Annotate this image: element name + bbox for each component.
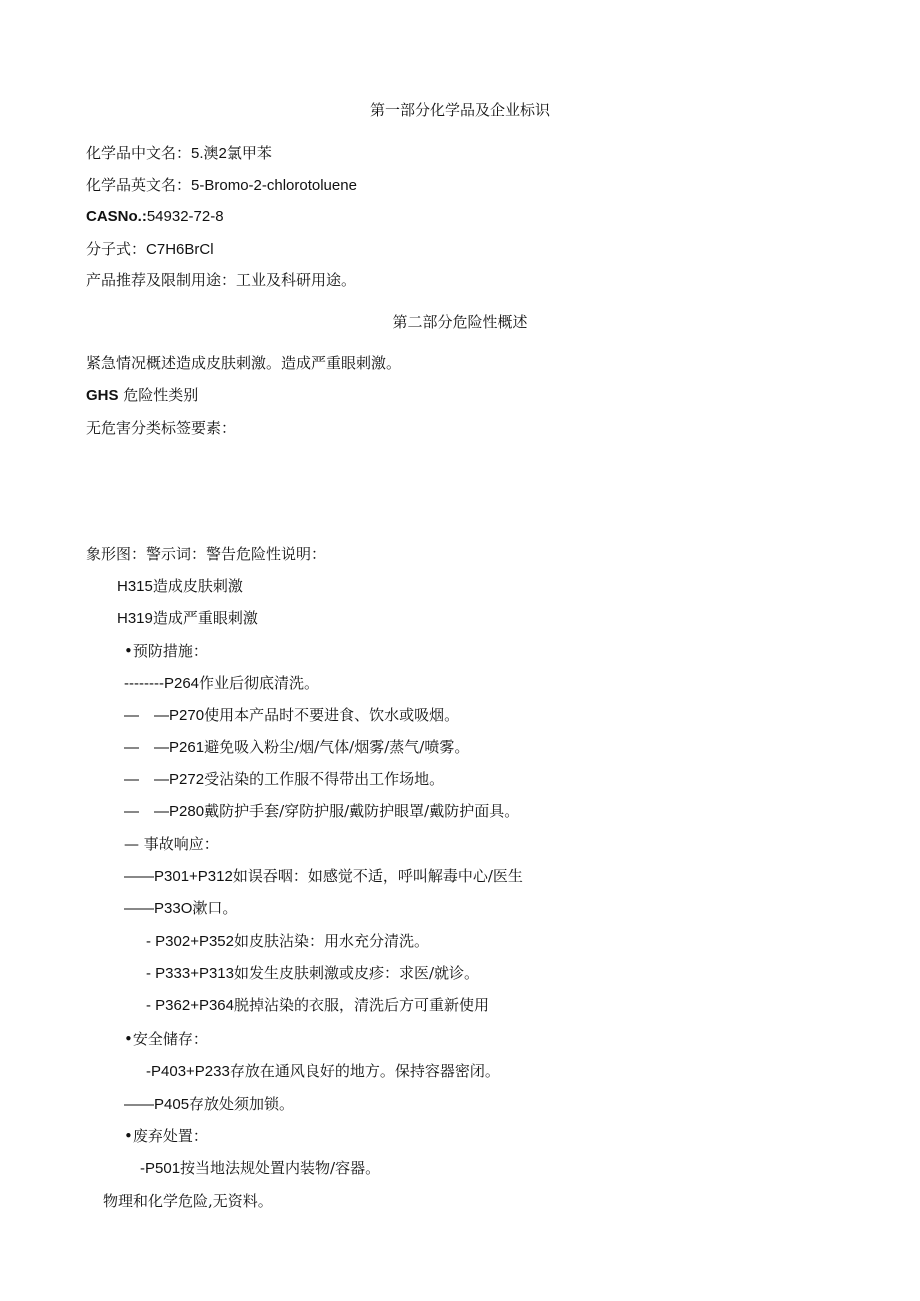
statement-text: 存放处须加锁。 xyxy=(189,1095,295,1113)
statement-prefix: —— xyxy=(124,900,154,917)
statement-prefix: — — xyxy=(124,739,170,756)
hazard-statement xyxy=(117,576,243,596)
hazard-text: 造成严重眼刺激 xyxy=(152,609,258,627)
response-heading: — 事故响应： xyxy=(124,835,219,853)
cn-name-value: 5.澳2氯甲苯 xyxy=(191,145,272,162)
statement-prefix: — — xyxy=(124,707,170,724)
statement-text: 漱口。 xyxy=(192,899,238,917)
statement-text: 戴防护手套/穿防护服/戴防护眼罩/戴防护面具。 xyxy=(204,802,520,820)
storage-heading: •安全储存： xyxy=(124,1030,208,1048)
statement-text: 使用本产品时不要进食、饮水或吸烟。 xyxy=(204,706,460,724)
statement-text: 如误吞咽：如感觉不适，呼叫解毒中心/医生 xyxy=(232,867,523,885)
statement-code: P362+P364 xyxy=(155,997,234,1014)
prevention-statement xyxy=(124,705,459,725)
response-statement xyxy=(146,963,479,983)
statement-code: P280 xyxy=(169,803,205,820)
hazard-code: H319 xyxy=(117,610,153,627)
statement-prefix: -------- xyxy=(124,675,164,692)
ghs-row xyxy=(86,385,198,405)
cn-name-row xyxy=(86,143,272,163)
prevention-statement xyxy=(124,737,469,757)
statement-code: P405 xyxy=(154,1096,190,1113)
formula-label: 分子式： xyxy=(86,240,147,258)
statement-code: P261 xyxy=(169,739,205,756)
ghs-code: GHS xyxy=(86,387,119,404)
disposal-heading: •废弃处置： xyxy=(124,1127,208,1145)
response-statement xyxy=(124,866,523,886)
section1-title: 第一部分化学品及企业标识 xyxy=(369,101,550,119)
statement-text: 如皮肤沾染：用水充分清洗。 xyxy=(234,932,430,950)
en-name-label: 化学品英文名： xyxy=(86,176,192,194)
en-name-value: 5-Bromo-2-chlorotoluene xyxy=(191,177,357,194)
statement-prefix: — — xyxy=(124,803,170,820)
section2-title: 第二部分危险性概述 xyxy=(392,313,528,331)
prevention-statement xyxy=(124,673,319,693)
statement-code: P264 xyxy=(163,675,200,692)
cn-name-label: 化学品中文名： xyxy=(86,144,192,162)
statement-prefix: —— xyxy=(124,1096,154,1113)
statement-code: P403+P233 xyxy=(151,1063,230,1080)
statement-text: 存放在通风良好的地方。保持容器密闭。 xyxy=(229,1062,500,1080)
ghs-label: 危险性类别 xyxy=(123,386,199,404)
statement-prefix: - xyxy=(146,933,156,950)
cas-row xyxy=(86,207,224,227)
statement-text: 受沾染的工作服不得带出工作场地。 xyxy=(204,770,445,788)
label-elements: 无危害分类标签要素： xyxy=(86,419,237,437)
statement-code: P333+P313 xyxy=(155,965,234,982)
statement-code: P272 xyxy=(169,771,205,788)
hazard-statement xyxy=(117,608,258,628)
statement-code: P33O xyxy=(154,900,193,917)
statement-prefix: - xyxy=(146,965,156,982)
statement-code: P301+P312 xyxy=(154,868,233,885)
statement-code: P501 xyxy=(145,1160,181,1177)
statement-code: P302+P352 xyxy=(155,933,234,950)
formula-value: C7H6BrCl xyxy=(146,241,214,258)
statement-prefix: - xyxy=(146,1063,151,1080)
statement-prefix: - xyxy=(140,1160,145,1177)
prevention-statement xyxy=(124,801,519,821)
en-name-row xyxy=(86,175,357,195)
response-statement xyxy=(124,898,237,918)
cas-label: CASNo.: xyxy=(86,208,147,225)
cas-value: 54932-72-8 xyxy=(146,208,224,225)
storage-statement xyxy=(146,1061,500,1081)
emergency-overview: 紧急情况概述造成皮肤刺激。造成严重眼刺激。 xyxy=(86,354,402,372)
statement-text: 避免吸入粉尘/烟/气体/烟雾/蒸气/喷雾。 xyxy=(204,738,470,756)
statement-prefix: —— xyxy=(124,868,154,885)
storage-statement xyxy=(124,1094,294,1114)
physical-hazard: 物理和化学危险,无资料。 xyxy=(103,1192,273,1210)
statement-text: 脱掉沾染的衣服，清洗后方可重新使用 xyxy=(234,996,490,1014)
response-statement xyxy=(146,931,429,951)
disposal-statement xyxy=(140,1158,380,1178)
hazard-text: 造成皮肤刺激 xyxy=(152,577,243,595)
statement-text: 如发生皮肤刺激或皮疹：求医/就诊。 xyxy=(234,964,480,982)
statement-text: 作业后彻底清洗。 xyxy=(199,674,320,692)
response-statement xyxy=(146,995,489,1015)
hazard-code: H315 xyxy=(117,578,153,595)
statement-prefix: - xyxy=(146,997,156,1014)
usage-line: 产品推荐及限制用途：工业及科研用途。 xyxy=(86,271,357,289)
prevention-heading: •预防措施： xyxy=(124,642,208,660)
statement-prefix: — — xyxy=(124,771,170,788)
pictogram-line: 象形图：警示词：警告危险性说明： xyxy=(86,545,327,563)
statement-code: P270 xyxy=(169,707,205,724)
formula-row xyxy=(86,239,214,259)
prevention-statement xyxy=(124,769,444,789)
statement-text: 按当地法规处置内装物/容器。 xyxy=(180,1159,381,1177)
